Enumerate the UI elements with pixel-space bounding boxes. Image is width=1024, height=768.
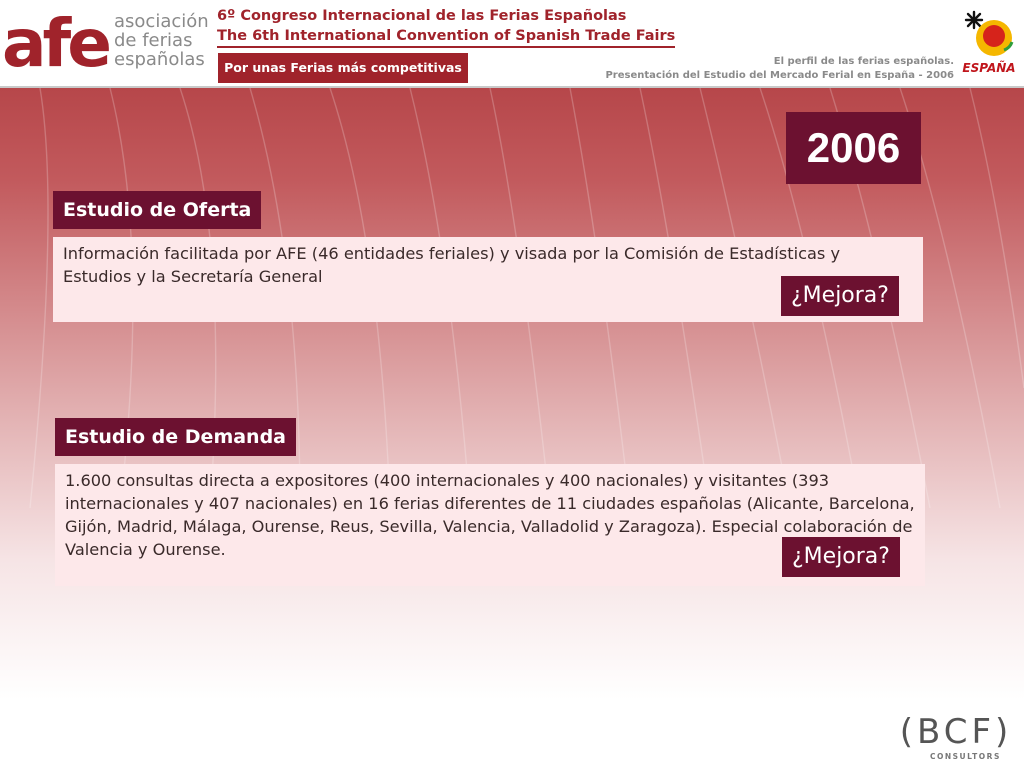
mejora-button-oferta[interactable]: ¿Mejora? [781, 276, 899, 316]
mejora-button-demanda[interactable]: ¿Mejora? [782, 537, 900, 577]
oferta-description: Información facilitada por AFE (46 entidades feriales) y visada por la Comisión de Estadísticas y Estudios y la Secretaría General [63, 244, 841, 286]
slide-header [0, 0, 1024, 88]
slogan-banner: Por unas Ferias más competitivas [218, 53, 468, 83]
espana-logo-icon [956, 6, 1022, 76]
afe-logo-text [114, 12, 209, 69]
presentation-title: Presentación del Estudio del Mercado Ferial en España - 2006 [605, 70, 954, 81]
section-title-oferta: Estudio de Oferta [53, 191, 261, 229]
bcf-logo-subtitle: CONSULTORS [930, 752, 1001, 761]
section-title-demanda: Estudio de Demanda [55, 418, 296, 456]
presentation-subtitle: El perfil de las ferias españolas. [773, 56, 954, 67]
bcf-logo-text: (BCF) [899, 712, 1013, 752]
logo-line: asociación [114, 11, 209, 32]
title-underline [217, 46, 675, 48]
conference-title [217, 6, 675, 46]
logo-line: españolas [114, 49, 205, 70]
presentation-info [605, 55, 954, 83]
afe-logo-letters: afe [2, 8, 109, 76]
conference-title-en: The 6th International Convention of Spanish Trade Fairs [217, 28, 676, 44]
bcf-consultors-logo [892, 712, 1020, 762]
espana-logo-text: ESPAÑA [962, 61, 1016, 75]
afe-logo-icon [0, 8, 110, 76]
logo-line: de ferias [114, 30, 193, 51]
conference-title-es: 6º Congreso Internacional de las Ferias Españolas [217, 8, 627, 24]
bcf-logo-letters: BCF [916, 712, 996, 752]
demanda-description: 1.600 consultas directa a expositores (400 internacionales y 400 nacionales) y visitantes (393 internacionales y 407 nacionales) en 16 ferias diferentes de 11 ciudades españolas (Alicante, Barcelona, Gijón, Madrid, Málaga, Ourense, Reus, Sevilla, Valencia, Valladolid y Zaragoza). Especial colaboración de Valencia y Ourense. [65, 471, 915, 559]
year-badge: 2006 [786, 112, 921, 184]
